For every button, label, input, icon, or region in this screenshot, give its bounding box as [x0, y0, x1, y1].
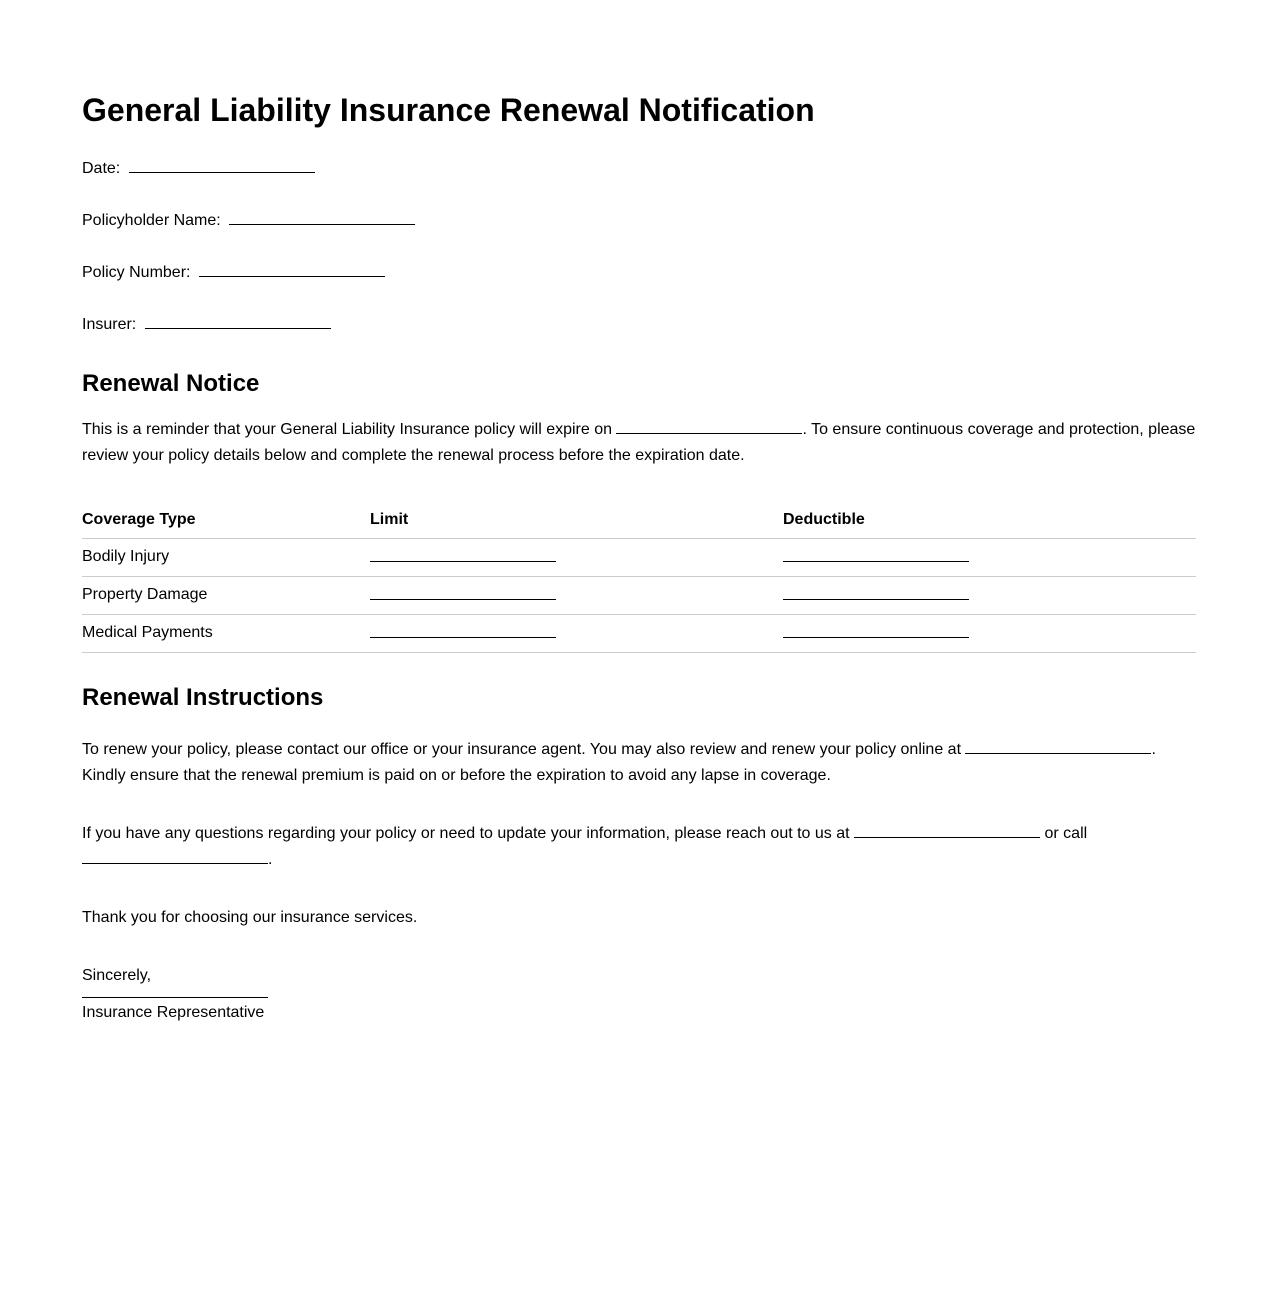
instr1-text-before: To renew your policy, please contact our office or your insurance agent. You may also review and renew your policy online at — [82, 741, 962, 758]
instructions-paragraph-1 — [82, 737, 1196, 789]
renewal-notice-paragraph — [82, 417, 1196, 469]
limit-blank[interactable] — [370, 545, 556, 562]
date-label: Date: — [82, 160, 121, 177]
policy-number-field — [82, 261, 1196, 283]
date-field — [82, 157, 1196, 179]
header-coverage-type: Coverage Type — [82, 506, 370, 539]
contact-phone-blank[interactable] — [82, 848, 268, 864]
policy-number-blank[interactable] — [199, 261, 385, 277]
instr2-text-before: If you have any questions regarding your policy or need to update your information, please reach out to us at — [82, 825, 850, 842]
notice-text-before: This is a reminder that your General Liability Insurance policy will expire on — [82, 421, 613, 438]
coverage-type-cell: Bodily Injury — [82, 539, 370, 577]
policy-number-label: Policy Number: — [82, 264, 191, 281]
sincerely-text: Sincerely, — [82, 967, 152, 984]
expiration-date-blank[interactable] — [616, 418, 802, 434]
policyholder-label: Policyholder Name: — [82, 212, 221, 229]
deductible-cell — [783, 539, 1196, 577]
insurer-field — [82, 313, 1196, 335]
contact-email-blank[interactable] — [854, 822, 1040, 838]
header-limit: Limit — [370, 506, 783, 539]
insurer-label: Insurer: — [82, 316, 137, 333]
table-header-row — [82, 506, 1196, 539]
deductible-blank[interactable] — [783, 545, 969, 562]
thank-you-text: Thank you for choosing our insurance services. — [82, 909, 418, 926]
notice-text-after: . To ensure continuous coverage and protection, please review your policy details below and complete the renewal process before the expiration date. — [82, 421, 1196, 464]
table-row — [82, 577, 1196, 615]
instr2-text-middle: or call — [1044, 825, 1088, 842]
renewal-notice-heading: Renewal Notice — [82, 370, 260, 397]
coverage-table — [82, 506, 1196, 653]
instructions-paragraph-2 — [82, 821, 1196, 873]
signature-blank[interactable] — [82, 989, 268, 998]
limit-blank[interactable] — [370, 621, 556, 638]
date-blank[interactable] — [129, 157, 315, 173]
deductible-cell — [783, 577, 1196, 615]
policyholder-blank[interactable] — [229, 209, 415, 225]
coverage-type-cell: Medical Payments — [82, 615, 370, 653]
website-blank[interactable] — [965, 738, 1151, 754]
insurer-blank[interactable] — [145, 313, 331, 329]
limit-cell — [370, 615, 783, 653]
limit-cell — [370, 577, 783, 615]
representative-text: Insurance Representative — [82, 1004, 265, 1021]
document-title: General Liability Insurance Renewal Notification — [82, 92, 815, 128]
deductible-blank[interactable] — [783, 583, 969, 600]
table-row — [82, 539, 1196, 577]
header-deductible: Deductible — [783, 506, 1196, 539]
limit-blank[interactable] — [370, 583, 556, 600]
limit-cell — [370, 539, 783, 577]
coverage-type-cell: Property Damage — [82, 577, 370, 615]
deductible-blank[interactable] — [783, 621, 969, 638]
policyholder-field — [82, 209, 1196, 231]
table-row — [82, 615, 1196, 653]
instr2-text-after: . — [268, 851, 273, 868]
renewal-instructions-heading: Renewal Instructions — [82, 684, 324, 711]
deductible-cell — [783, 615, 1196, 653]
instr1-text-after: . Kindly ensure that the renewal premium is paid on or before the expiration to avoid any lapse in coverage. — [82, 741, 1156, 784]
